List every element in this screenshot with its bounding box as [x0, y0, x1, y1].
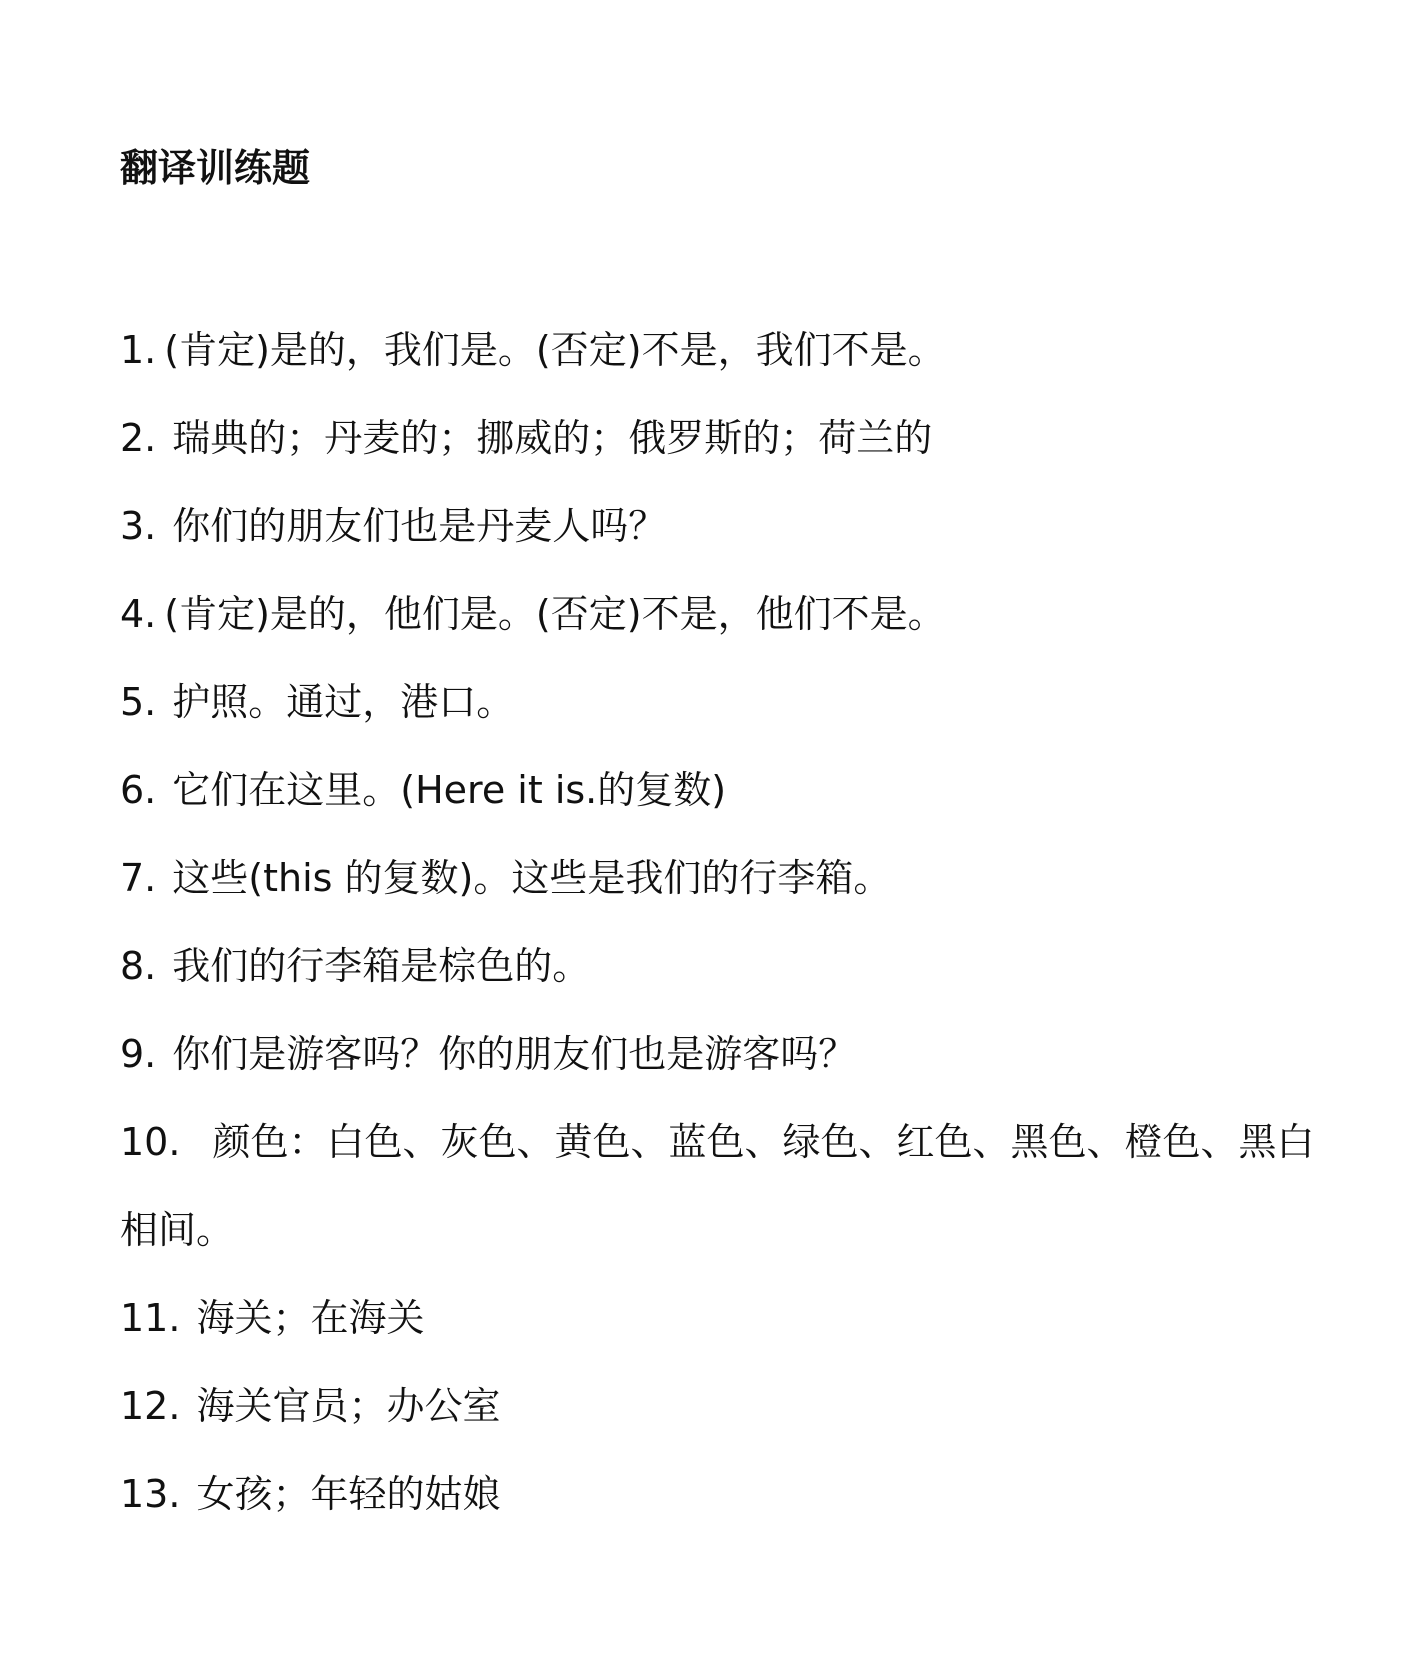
item-number: 4. — [120, 592, 157, 636]
list-item — [120, 482, 1320, 570]
list-item — [120, 1274, 1320, 1362]
item-number: 5. — [120, 680, 157, 724]
item-text: 海关官员；办公室 — [196, 1384, 501, 1428]
item-text: 它们在这里。(Here it is.的复数) — [172, 768, 727, 812]
item-text: 颜色：白色、灰色、黄色、蓝色、绿色、红色、黑色、橙色、黑白相间。 — [120, 1120, 1315, 1252]
item-text: 海关；在海关 — [196, 1296, 425, 1340]
item-number: 3. — [120, 504, 157, 548]
item-text: 你们的朋友们也是丹麦人吗？ — [172, 504, 667, 548]
list-item — [120, 570, 1320, 658]
item-text: 我们的行李箱是棕色的。 — [172, 944, 591, 988]
item-number: 8. — [120, 944, 157, 988]
item-number: 9. — [120, 1032, 157, 1076]
document-title: 翻译训练题 — [120, 146, 311, 190]
item-text: 这些(this 的复数)。这些是我们的行李箱。 — [172, 856, 892, 900]
item-number: 2. — [120, 416, 157, 460]
item-number: 13. — [120, 1472, 181, 1516]
item-number: 7. — [120, 856, 157, 900]
item-text: 护照。通过，港口。 — [172, 680, 515, 724]
item-number: 6. — [120, 768, 157, 812]
item-text: 瑞典的；丹麦的；挪威的；俄罗斯的；荷兰的 — [172, 416, 933, 460]
list-item — [120, 306, 1320, 394]
list-item — [120, 658, 1320, 746]
list-item — [120, 1450, 1320, 1538]
list-item — [120, 394, 1320, 482]
exercise-list — [120, 306, 1320, 1538]
list-item — [120, 1098, 1320, 1274]
item-number: 11. — [120, 1296, 181, 1340]
list-item — [120, 1010, 1320, 1098]
item-number: 1. — [120, 328, 157, 372]
item-text: 女孩；年轻的姑娘 — [196, 1472, 501, 1516]
item-text: (肯定)是的，我们是。(否定)不是，我们不是。 — [164, 328, 946, 372]
list-item — [120, 1362, 1320, 1450]
item-text: 你们是游客吗？你的朋友们也是游客吗？ — [172, 1032, 857, 1076]
list-item — [120, 922, 1320, 1010]
list-item — [120, 834, 1320, 922]
item-number: 10. — [120, 1120, 181, 1164]
list-item — [120, 746, 1320, 834]
item-number: 12. — [120, 1384, 181, 1428]
item-text: (肯定)是的，他们是。(否定)不是，他们不是。 — [164, 592, 946, 636]
